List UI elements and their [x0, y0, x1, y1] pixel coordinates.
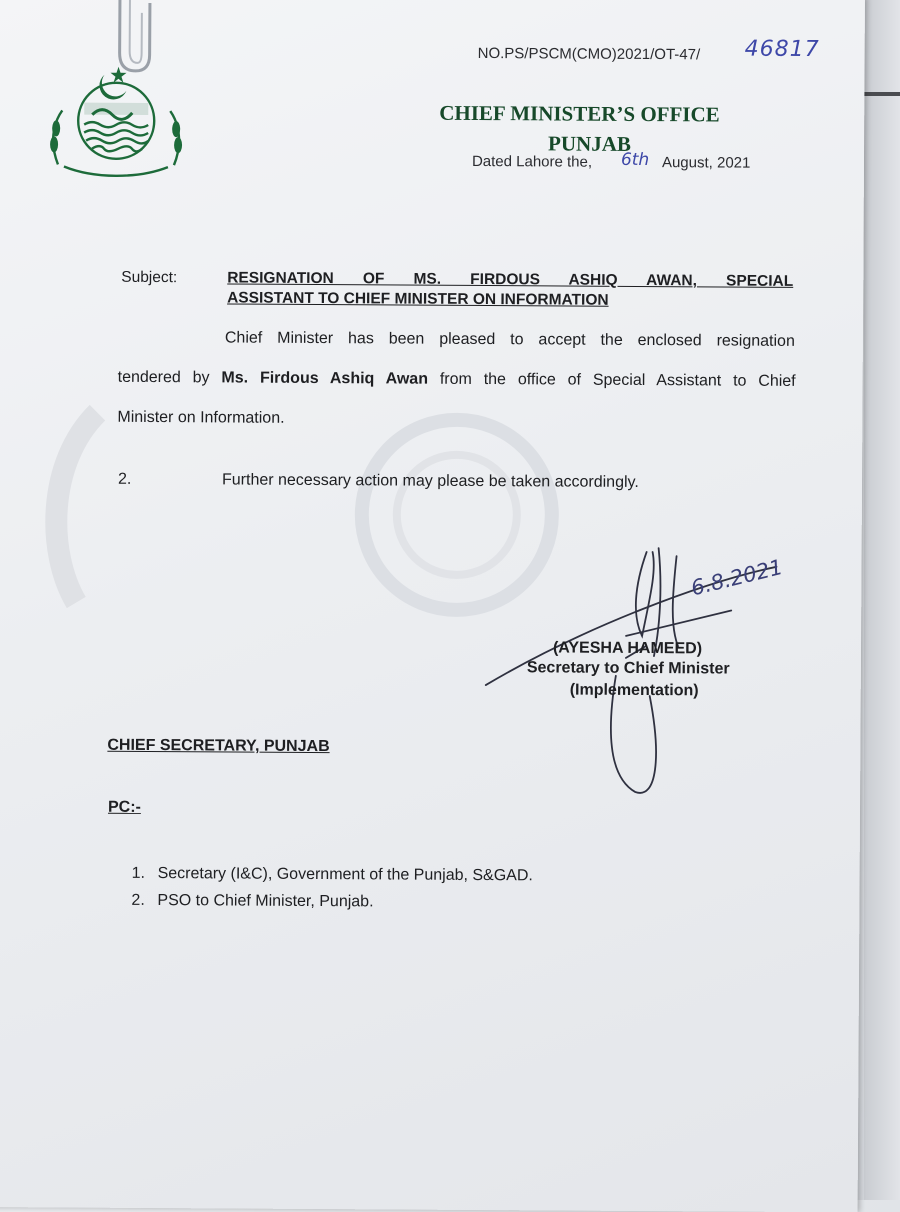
signatory-title: Secretary to Chief Minister: [526, 659, 730, 678]
dated-prefix: Dated Lahore the,: [471, 152, 593, 171]
para-text-before: tendered by: [117, 368, 222, 387]
reference-handwritten: 46817: [744, 36, 820, 63]
signatory-department: (Implementation): [569, 681, 699, 700]
background-edge-line: [860, 92, 900, 96]
list-item: [131, 892, 532, 912]
signature-date-handwritten: 6.8.2021: [688, 554, 786, 601]
body-paragraph-1-line-3: Minister on Information.: [117, 408, 285, 427]
list-item-number: 1.: [131, 864, 146, 882]
resignee-name: Ms. Firdous Ashiq Awan: [221, 369, 429, 388]
copy-to-label: PC:-: [107, 798, 141, 816]
background-right-strip: [864, 0, 900, 1200]
subject-line-1: RESIGNATION OF MS. FIRDOUS ASHIQ AWAN, SPECIAL: [227, 269, 794, 290]
list-item-number: 2.: [131, 891, 145, 909]
body-paragraph-1-line-1: Chief Minister has been pleased to accept the enclosed resignation: [224, 329, 795, 350]
reference-number: NO.PS/PSCM(CMO)2021/OT-47/: [477, 44, 701, 64]
dated-day-handwritten: 6th: [620, 149, 650, 171]
body-paragraph-2: Further necessary action may please be taken accordingly.: [221, 471, 639, 491]
paragraph-number-2: 2.: [117, 470, 132, 488]
list-item-text: Secretary (I&C), Government of the Punjab, S&GAD.: [157, 865, 533, 885]
subject-label: Subject:: [121, 268, 178, 287]
addressee: CHIEF SECRETARY, PUNJAB: [107, 736, 330, 756]
signatory-name: (AYESHA HAMEED): [552, 639, 703, 658]
list-item: [132, 865, 533, 885]
subject-line-2: ASSISTANT TO CHIEF MINISTER ON INFORMATION: [227, 289, 609, 309]
province-name: PUNJAB: [548, 131, 632, 156]
list-item-text: PSO to Chief Minister, Punjab.: [157, 892, 374, 911]
copy-to-list: [131, 865, 533, 921]
dated-suffix: August, 2021: [661, 154, 751, 172]
para-text-after: from the office of Special Assistant to Chief: [427, 370, 796, 390]
office-name: CHIEF MINISTER’S OFFICE: [439, 100, 720, 127]
